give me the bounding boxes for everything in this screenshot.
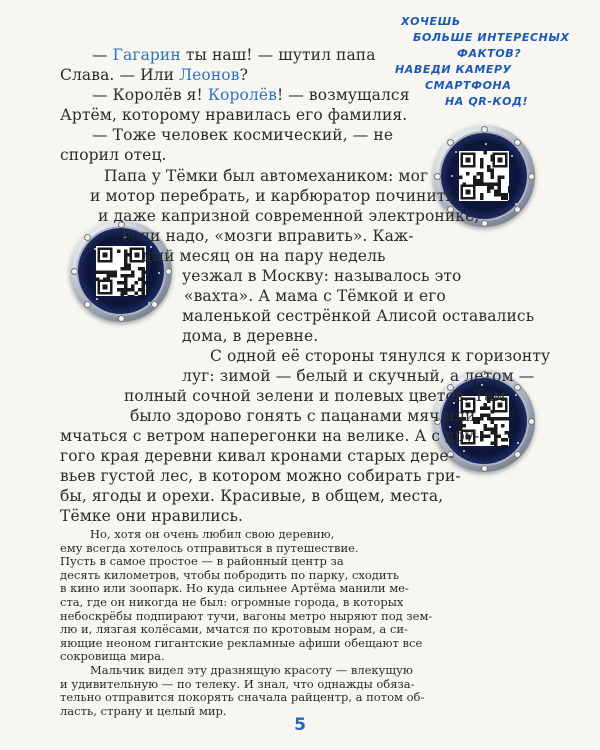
rivet-decoration xyxy=(514,139,521,146)
qr-hint-line: НА QR-КОД! xyxy=(445,95,529,108)
text-line: если надо, «мозги вправить». Каж- xyxy=(122,227,414,245)
text-line: бы, ягоды и орехи. Красивые, в общем, места, xyxy=(60,487,444,505)
name-korolev: Королёв xyxy=(207,86,277,104)
text-line: вьев густой лес, в котором можно собирать гри- xyxy=(60,467,461,485)
page-number: 5 xyxy=(294,715,306,735)
text-line: — Тоже человек космический, — не xyxy=(92,126,394,144)
rivet-decoration xyxy=(481,465,488,472)
text-line: Мальчик видел эту дразнящую красоту — влекущую xyxy=(90,663,413,677)
text-line: Пусть в самое простое — в районный центр за xyxy=(60,554,344,569)
text-line: сокровища мира. xyxy=(60,649,165,664)
rivet-decoration xyxy=(528,173,535,180)
rivet-decoration xyxy=(71,268,78,275)
text-line: небоскрёбы подпирают тучи, вагоны метро ныряют под зем- xyxy=(60,608,433,623)
qr-hint-line: СМАРТФОНА xyxy=(425,79,512,92)
text-line: мчаться с ветром наперегонки на велике. А с дру- xyxy=(60,427,480,445)
rivet-decoration xyxy=(528,418,535,425)
text-line: дома, в деревне. xyxy=(182,327,319,345)
text-line: Тёмке они нравились. xyxy=(60,507,244,525)
text-line: ласть, страну и целый мир. xyxy=(60,703,227,718)
rivet-decoration xyxy=(118,315,125,322)
rivet-decoration xyxy=(151,301,158,308)
text-line: ему всегда хотелось отправиться в путешествие. xyxy=(60,540,359,555)
text-line: — Королёв я! Королёв! — возмущался xyxy=(92,86,410,104)
text-line: «вахта». А мама с Тёмкой и его xyxy=(184,287,446,305)
rivet-decoration xyxy=(84,301,91,308)
text-line: спорил отец. xyxy=(60,146,167,164)
text-line: гого края деревни кивал кронами старых дере- xyxy=(60,447,454,465)
text-line: полный сочной зелени и полевых цветов. Там xyxy=(124,387,506,405)
rivet-decoration xyxy=(481,220,488,227)
text-line: лю и, лязгая колёсами, мчатся по кротовым норам, а си- xyxy=(60,622,408,637)
text-line: десять километров, чтобы побродить по парку, сходить xyxy=(60,567,400,582)
qr-hint-line: НАВЕДИ КАМЕРУ xyxy=(395,63,512,76)
qr-hint-note xyxy=(395,14,570,110)
text-line: и мотор перебрать, и карбюратор починить, xyxy=(90,187,460,205)
name-gagarin: Гагарин xyxy=(112,46,181,64)
rivet-decoration xyxy=(165,268,172,275)
qr-hint-line: ФАКТОВ? xyxy=(457,47,522,60)
text-line: Папа у Тёмки был автомехаником: мог xyxy=(104,167,429,185)
qr-code-icon xyxy=(459,151,509,201)
qr-code-icon xyxy=(96,246,146,296)
text-line: луг: зимой — белый и скучный, а летом — xyxy=(182,367,535,385)
text-line: дый месяц он на пару недель xyxy=(142,247,386,265)
text-line: Слава. — Или Леонов? xyxy=(60,66,248,84)
text-line: Артём, которому нравилась его фамилия. xyxy=(60,106,408,124)
text-line: и удивительную — по телеку. И знал, что однажды обяза- xyxy=(60,676,415,691)
text-line: маленькой сестрёнкой Алисой оставались xyxy=(182,307,535,325)
text-line: С одной её стороны тянулся к горизонту xyxy=(210,347,551,365)
text-line: ста, где он никогда не был: огромные города, в которых xyxy=(60,595,404,609)
text-line: и даже капризной современной электронике, xyxy=(98,207,480,225)
text-line: Но, хотя он очень любил свою деревню, xyxy=(90,527,335,541)
rivet-decoration xyxy=(514,451,521,458)
name-leonov: Леонов xyxy=(179,66,240,84)
rivet-decoration xyxy=(514,206,521,213)
text-line: было здорово гонять с пацанами мяч или xyxy=(130,407,476,425)
qr-hint-line: БОЛЬШЕ ИНТЕРЕСНЫХ xyxy=(413,31,570,44)
text-line: — Гагарин ты наш! — шутил папа xyxy=(92,46,376,64)
rivet-decoration xyxy=(481,126,488,133)
text-line: уезжал в Москву: называлось это xyxy=(182,267,462,285)
text-line: яющие неоном гигантские рекламные афиши обещают все xyxy=(60,635,423,650)
text-line: в кино или зоопарк. Но куда сильнее Артёма манили ме- xyxy=(60,581,409,596)
text-line: тельно отправится покорять сначала райцентр, а потом об- xyxy=(60,690,425,705)
qr-hint-line: ХОЧЕШЬ xyxy=(401,15,461,28)
rivet-decoration xyxy=(434,173,441,180)
